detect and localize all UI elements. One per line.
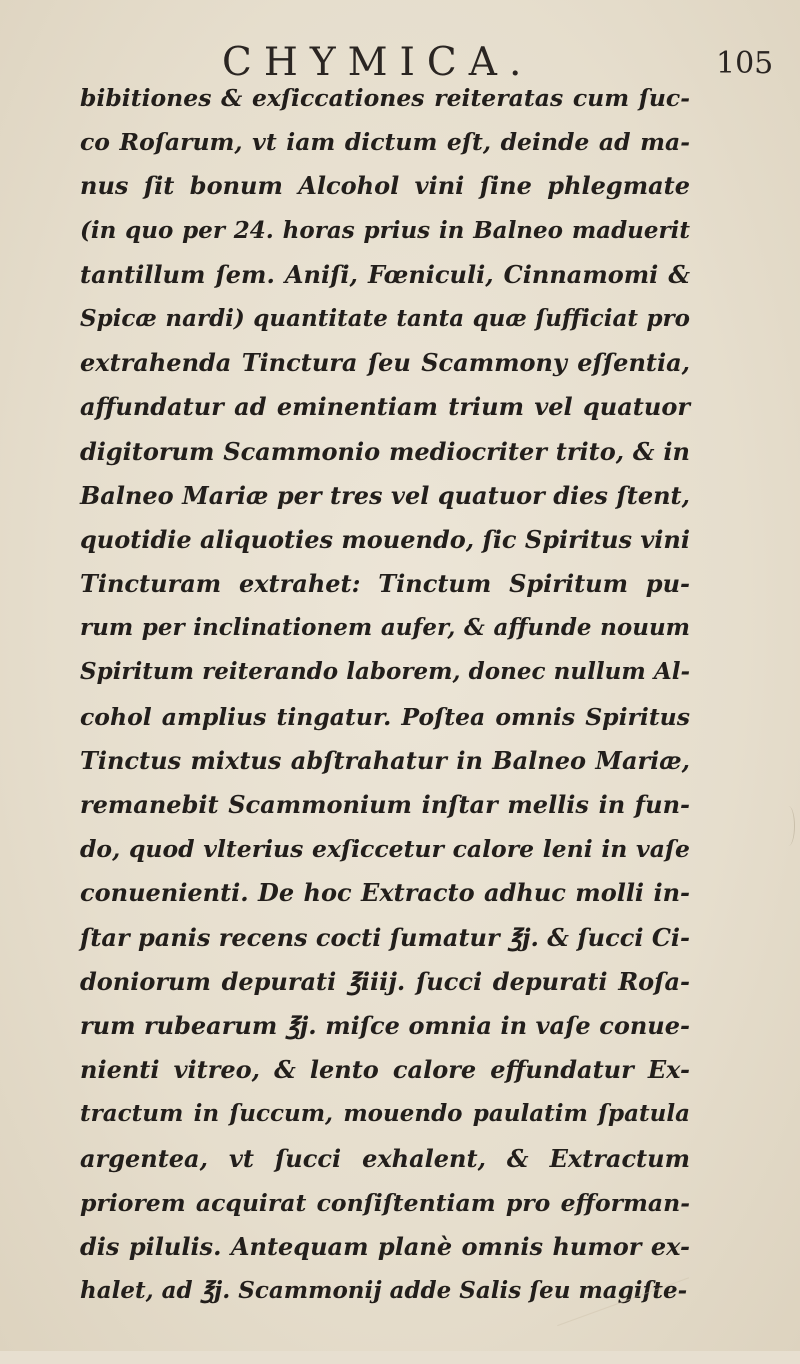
text-line: ſtar panis recens cocti ſumatur ℥j. & ſucci Ci- [80,922,690,952]
margin-mark [782,806,795,846]
text-line: Tincturam extrahet: Tinctum Spiritum pu- [80,569,690,599]
text-line: digitorum Scammonio mediocriter trito, & in [80,436,690,466]
text-line: tractum in ſuccum, mouendo paulatim ſpatula [80,1100,690,1128]
text-line: extrahenda Tinctura ſeu Scammony eſſentia, [80,348,690,378]
text-line: rum rubearum ℥j. miſce omnia in vaſe conue- [80,1010,690,1040]
text-line: rum per inclinationem aufer, & affunde nouum [80,614,690,642]
running-head: CHYMICA. [222,40,534,85]
text-line: priorem acquirat conſiſtentiam pro efforman- [80,1188,690,1217]
text-line: Spiritum reiterando laborem, donec nullum Al- [80,658,690,686]
text-line: Spicæ nardi) quantitate tanta quæ ſufficiat pro [80,304,690,332]
text-line: argentea, vt ſucci exhalent, & Extractum [80,1143,690,1173]
text-line: cohol amplius tingatur. Poſtea omnis Spiritus [80,702,690,731]
text-line: tantillum ſem. Aniſi, Fœniculi, Cinnamomi & [80,259,690,289]
text-line: halet, ad ℥j. Scammonij adde Salis ſeu magiſte- [80,1277,688,1305]
text-line: Balneo Mariæ per tres vel quatuor dies ſtent, [80,480,690,510]
text-line: quotidie aliquoties mouendo, ſic Spiritus vini [80,524,690,554]
page-number: 105 [716,46,774,81]
page-header [0,30,800,85]
text-line: affundatur ad eminentiam trium vel quatuor [80,392,690,422]
text-line: nienti vitreo, & lento calore effundatur Ex- [80,1055,690,1085]
text-line: remanebit Scammonium inſtar mellis in fun- [80,790,690,819]
text-line: co Roſarum, vt iam dictum eſt, deinde ad ma- [80,128,690,157]
text-line: dis pilulis. Antequam planè omnis humor ex- [80,1231,690,1261]
body-text [80,76,690,1313]
text-line: bibitiones & exſiccationes reiteratas cum ſuc- [80,84,690,112]
text-line: doniorum depurati ℥iiij. ſucci depurati Roſa- [80,966,690,996]
text-line: (in quo per 24. horas prius in Balneo maduerit [80,216,690,244]
text-line: Tinctus mixtus abſtrahatur in Balneo Mariæ, [80,745,690,775]
text-line: nus ſit bonum Alcohol vini ſine phlegmate [80,171,690,201]
text-line: conuenienti. De hoc Extracto adhuc molli in- [80,878,690,908]
text-line: do, quod vlterius exſiccetur calore leni in vaſe [80,835,690,864]
